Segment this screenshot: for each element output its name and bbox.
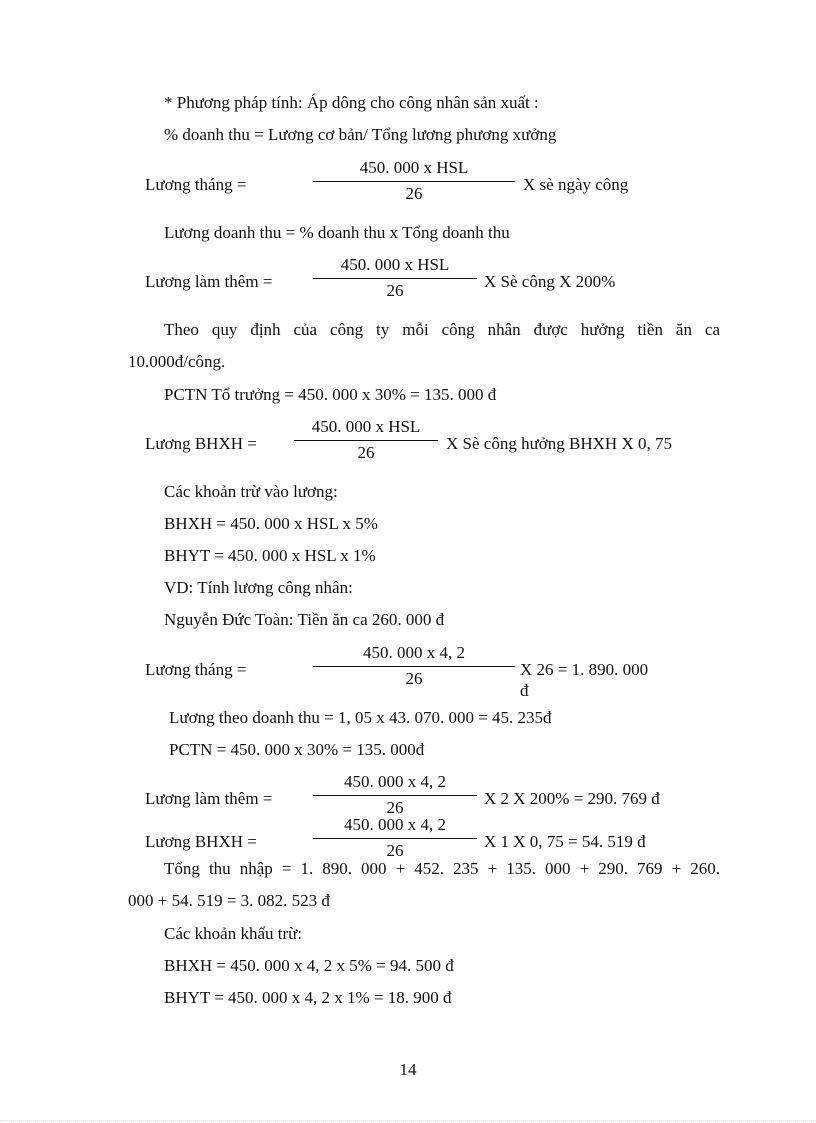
example-monthly-tail-currency: đ (520, 681, 529, 700)
bhxh-salary-label: Lương BHXH = (145, 434, 257, 453)
overtime-salary-fraction (313, 255, 477, 301)
example-overtime-label: Lương làm thêm = (145, 789, 273, 808)
fraction-denominator: 26 (386, 798, 404, 817)
fraction-numerator: 450. 000 x 4, 2 (363, 643, 465, 662)
fraction-denominator: 26 (386, 281, 404, 300)
example-monthly-fraction (313, 643, 515, 689)
monthly-salary-tail: X sè ngày công (523, 175, 629, 194)
deductions-heading: Các khoản trừ vào lương: (164, 482, 338, 501)
fraction-denominator: 26 (357, 443, 375, 462)
overtime-salary-tail: X Sè công X 200% (484, 272, 616, 291)
example-bhxh-tail: X 1 X 0, 75 = 54. 519 đ (484, 832, 646, 851)
fraction-bar (313, 181, 515, 182)
fraction-bar (294, 440, 438, 441)
fraction-bar (313, 838, 477, 839)
example-pctn: PCTN = 450. 000 x 30% = 135. 000đ (169, 740, 425, 759)
fraction-denominator: 26 (405, 184, 423, 203)
example-monthly-label: Lương tháng = (145, 660, 247, 679)
regulation-line-2: 10.000đ/công. (128, 352, 226, 371)
fraction-denominator: 26 (405, 669, 423, 688)
example-bhxh-label: Lương BHXH = (145, 832, 257, 851)
page-bottom-border (0, 1120, 816, 1121)
fraction-bar (313, 278, 477, 279)
deductions-heading-2: Các khoản khấu trừ: (164, 924, 303, 943)
total-income-line-1: Tổng thu nhập = 1. 890. 000 + 452. 235 + 135. 000 + 290. 769 + 260. (164, 859, 720, 878)
monthly-salary-label: Lương tháng = (145, 175, 247, 194)
example-overtime-tail: X 2 X 200% = 290. 769 đ (484, 789, 660, 808)
page-number: 14 (399, 1060, 417, 1079)
overtime-salary-label: Lương làm thêm = (145, 272, 273, 291)
revenue-salary-formula: Lương doanh thu = % doanh thu x Tổng doanh thu (164, 223, 510, 242)
pct-revenue-formula: % doanh thu = Lương cơ bản/ Tổng lương phương xưởng (164, 125, 557, 144)
example-heading: VD: Tính lương công nhân: (164, 578, 353, 597)
fraction-numerator: 450. 000 x HSL (311, 417, 421, 436)
example-monthly-tail: X 26 = 1. 890. 000 (520, 660, 649, 679)
worker-line: Nguyễn Đức Toàn: Tiền ăn ca 260. 000 đ (164, 610, 445, 629)
example-overtime-fraction (313, 772, 477, 818)
example-bhyt-deduction: BHYT = 450. 000 x 4, 2 x 1% = 18. 900 đ (164, 988, 452, 1007)
example-revenue-salary: Lương theo doanh thu = 1, 05 x 43. 070. 000 = 45. 235đ (169, 708, 552, 727)
example-bhxh-fraction (313, 815, 477, 861)
bhxh-salary-fraction (294, 417, 438, 463)
fraction-numerator: 450. 000 x HSL (340, 255, 450, 274)
bhxh-deduction: BHXH = 450. 000 x HSL x 5% (164, 514, 378, 533)
total-income-line-2: 000 + 54. 519 = 3. 082. 523 đ (128, 891, 330, 910)
method-line: * Phương pháp tính: Áp dông cho công nhân sản xuất : (164, 93, 539, 112)
regulation-line-1: Theo quy định của công ty mỗi công nhân được hưởng tiền ăn ca (164, 320, 720, 339)
pctn-leader-formula: PCTN Tổ trưởng = 450. 000 x 30% = 135. 000 đ (164, 385, 497, 404)
bhyt-deduction: BHYT = 450. 000 x HSL x 1% (164, 546, 376, 565)
bhxh-salary-tail: X Sè công hưởng BHXH X 0, 75 (446, 434, 672, 453)
fraction-numerator: 450. 000 x 4, 2 (344, 772, 446, 791)
fraction-bar (313, 666, 515, 667)
fraction-bar (313, 795, 477, 796)
fraction-denominator: 26 (386, 841, 404, 860)
example-bhxh-deduction: BHXH = 450. 000 x 4, 2 x 5% = 94. 500 đ (164, 956, 454, 975)
monthly-salary-fraction (313, 158, 515, 204)
fraction-numerator: 450. 000 x HSL (359, 158, 469, 177)
fraction-numerator: 450. 000 x 4, 2 (344, 815, 446, 834)
